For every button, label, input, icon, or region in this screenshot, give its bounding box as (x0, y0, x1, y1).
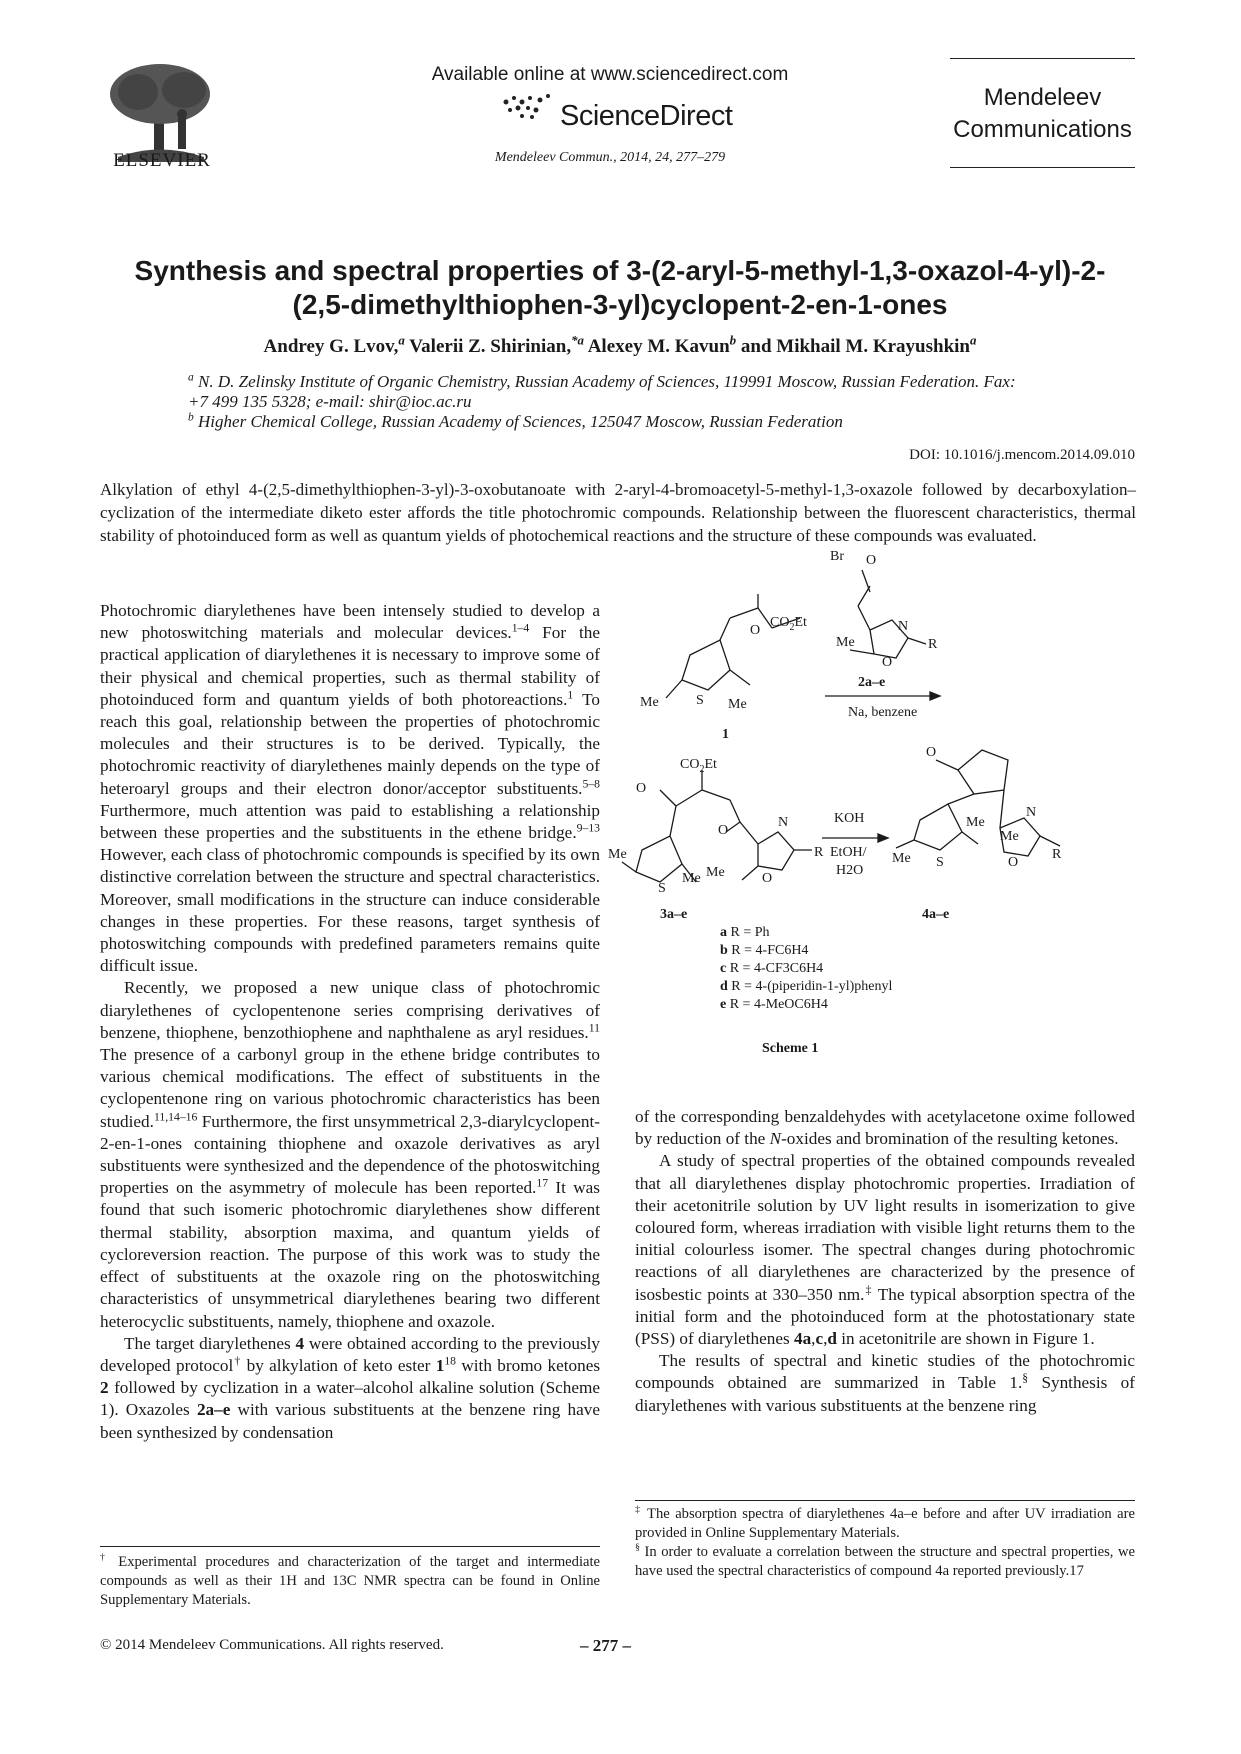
journal-citation: Mendeleev Commun., 2014, 24, 277–279 (494, 150, 726, 165)
author-list: Andrey G. Lvov,$^a$ Valerii Z. Shirinian,$^{*a}$ Alexey M. Kavun$^b$ and Mikhail M. Krayushkin$^a$ (263, 332, 977, 357)
available-online-text[interactable]: Available online at www.sciencedirect.com (431, 64, 789, 85)
svg-text:O: O (882, 655, 893, 670)
svg-text:e R = 4-MeOC6H4: e R = 4-MeOC6H4 (720, 997, 828, 1012)
svg-text:Me: Me (728, 697, 747, 712)
compound-label-3: 3a–e (660, 907, 688, 922)
svg-text:Me: Me (892, 851, 911, 866)
footnote-divider (635, 1500, 1135, 1501)
footnote-divider (100, 1546, 600, 1547)
publisher-name: ELSEVIER (113, 150, 211, 171)
svg-text:c R = 4-CF3C6H4: c R = 4-CF3C6H4 (720, 961, 824, 976)
svg-text:S: S (936, 855, 944, 870)
scheme-reagent-2: KOH (834, 811, 865, 826)
author: Valerii Z. Shirinian, (409, 336, 572, 357)
article-title: Synthesis and spectral properties of 3-(2-aryl-5-methyl-1,3-oxazol-4-yl)-2-(2,5-dimethylthiophen-3-yl)cyclopent-2-en-1-ones (134, 255, 1106, 320)
scheme-caption: Scheme 1 (762, 1041, 819, 1056)
svg-text:O: O (750, 623, 761, 638)
svg-text:a R = Ph: a R = Ph (720, 925, 770, 940)
affiliation-b: $^b$ Higher Chemical College, Russian Academy of Sciences, 125047 Moscow, Russian Federation (188, 410, 843, 431)
scheme-reagent-1: 2a–e (858, 675, 886, 690)
svg-text:Me: Me (706, 865, 725, 880)
doi[interactable]: DOI: 10.1016/j.mencom.2014.09.010 (909, 447, 1135, 463)
author: Alexey M. Kavun (587, 336, 730, 357)
svg-text:Me: Me (640, 695, 659, 710)
svg-text:Me: Me (608, 847, 627, 862)
abstract: Alkylation of ethyl 4-(2,5-dimethylthiophen-3-yl)-3-oxobutanoate with 2-aryl-4-bromoacetyl-5-methyl-1,3-oxazole followed by decarboxylation–cyclization of the intermediate diketo ester affords the title photochromic compounds. Relationship between the fluorescent characteristics, thermal stability of photoinduced form as well as quantum yields of photochemical reactions and the structure of these compounds was evaluated. (100, 480, 1136, 545)
copyright: © 2014 Mendeleev Communications. All rights reserved. (100, 1637, 444, 1653)
scheme-1-figure (608, 549, 1150, 1100)
body-column-left: Photochromic diarylethenes have been intensely studied to develop a new photoswitching materials and molecular devices.$^{1-4}$ For the practical application of diarylethenes it is necessary to improve some of their physical and chemical properties, such as thermal stability of photoinduced form and quantum yields of both photoreactions.$^1$ To reach this goal, relationship between the properties of photochromic molecules and their structures is to be derived. Typically, the photochromic reactivity of diarylethenes mainly depends on the type of heteroaryl groups and their electron donor/acceptor substituents.$^{5-8}$ Furthermore, much attention was paid to establishing a relationship between these properties and the substituents in the ethene bridge.$^{9-13}$ However, each class of photochromic compounds is specified by its own distinctive correlation between the structure and spectral characteristics. Moreover, small modifications in the structure can induce considerable changes in these properties. For these reasons, target synthesis of photoswitching compounds with predefined parameters remains quite difficult issue. Recently, we proposed a new unique class of photochromic diarylethenes of cyclopentenone series comprising derivatives of benzene, thiophene, benzothiophene and naphthalene as aryl residues.$^{11}$ The presence of a carbonyl group in the ethene bridge contributes to various chemical modifications. The effect of substituents in the cyclopentenone ring on various photochromic characteristics has been studied.$^{11,14-16}$ Furthermore, the first unsymmetrical 2,3-diarylcyclopent-2-en-1-ones containing thiophene and oxazole derivatives as aryl substituents were synthesized and the dependence of the photoswitching properties on the asymmetry of molecule has been reported.$^{17}$ It was found that such isomeric photochromic diarylethenes show different thermal stability, absorption maxima, and quantum yields of cycloreversion reaction. The purpose of this work was to study the effect of substituents at the oxazole ring on the photoswitching characteristics of unsymmetrical diarylethenes bearing two different heterocyclic substituents, namely, thiophene and oxazole. The target diarylethenes 4 were obtained according to the previously developed protocol† by alkylation of keto ester $1^{18}$ with bromo ketones 2 followed by cyclization in a water–alcohol alkaline solution (Scheme 1). Oxazoles 2a–e with various substituents at the benzene ring have been synthesized by condensation (100, 601, 601, 1442)
svg-text:O: O (866, 553, 877, 568)
svg-text:R: R (814, 845, 824, 860)
svg-text:R: R (1052, 847, 1062, 862)
svg-text:N: N (898, 619, 909, 634)
compound-label-1: 1 (722, 727, 729, 742)
footnote-right (635, 1505, 1135, 1581)
svg-text:O: O (926, 745, 937, 760)
svg-text:O: O (762, 871, 773, 886)
journal-name: Mendeleev Communications (953, 84, 1132, 143)
footnote-ddagger: ‡ The absorption spectra of diarylethenes 4a–e before and after UV irradiation are provided in Online Supplementary Materials. (635, 1504, 1136, 1541)
footnote-section: § In order to evaluate a correlation between the structure and spectral properties, we have used the spectral characteristics of compound 4a reported previously.17 (635, 1542, 1135, 1579)
footnote-dagger: † Experimental procedures and characterization of the target and intermediate compounds as well as their 1H and 13C NMR spectra can be found in Online Supplementary Materials. (100, 1552, 601, 1608)
svg-text:CO2Et: $CO_2Et$ (770, 615, 807, 633)
svg-text:b R = 4-FC6H4: b R = 4-FC6H4 (720, 943, 809, 958)
svg-text:Me: Me (836, 635, 855, 650)
svg-text:Me: Me (966, 815, 985, 830)
svg-text:Me: Me (1000, 829, 1019, 844)
compound-label-4: 4a–e (922, 907, 950, 922)
scheme-atom-label: Br (830, 549, 844, 564)
sciencedirect-wordmark: ScienceDirect (560, 100, 733, 132)
svg-text:N: N (1026, 805, 1037, 820)
svg-text:N: N (778, 815, 789, 830)
sciencedirect-dots-icon (500, 92, 556, 122)
svg-text:O: O (718, 823, 729, 838)
body-column-right: of the corresponding benzaldehydes with acetylacetone oxime followed by reduction of the N-oxides and bromination of the resulting ketones. A study of spectral properties of the obtained compounds revealed that all diarylethenes display photochromic properties. Irradiation of their acetonitrile solution by UV light results in isomerization to give coloured form, whereas irradiation with visible light returns them to the initial colourless isomer. The spectral changes during photochromic reactions of all diarylethenes are characterized by the presence of isosbestic points at 330–350 nm.‡ The typical absorption spectra of the initial form and the photoinduced form at the photostationary state (PSS) of diarylethenes 4a,c,d in acetonitrile are shown in Figure 1. The results of spectral and kinetic studies of the photochromic compounds obtained are summarized in Table 1.§ Synthesis of diarylethenes with various substituents at the benzene ring (635, 1107, 1135, 1415)
svg-text:O: O (636, 781, 647, 796)
scheme-solvent-2: EtOH/ (830, 845, 867, 860)
scheme-water-2: H2O (836, 863, 864, 878)
page-number: – 277 – (580, 1636, 631, 1655)
author: and Mikhail M. Krayushkin (740, 336, 970, 357)
author: Andrey G. Lvov, (263, 336, 399, 357)
svg-text:Me: Me (682, 871, 701, 886)
svg-text:R: R (928, 637, 938, 652)
svg-text:S: S (696, 693, 704, 708)
affiliation-a: $^a$ N. D. Zelinsky Institute of Organic Chemistry, Russian Academy of Sciences, 119991 Moscow, Russian Federation. Fax: +7 499 135 5328; e-mail: shir@ioc.ac.ru (188, 370, 1016, 411)
svg-text:O: O (1008, 855, 1019, 870)
svg-text:d R = 4-(piperidin-1-yl)phenyl: d R = 4-(piperidin-1-yl)phenyl (720, 979, 893, 994)
svg-text:S: S (658, 881, 666, 896)
scheme-conditions-1: Na, benzene (848, 705, 918, 720)
svg-text:CO2Et: $CO_2Et$ (680, 757, 717, 775)
